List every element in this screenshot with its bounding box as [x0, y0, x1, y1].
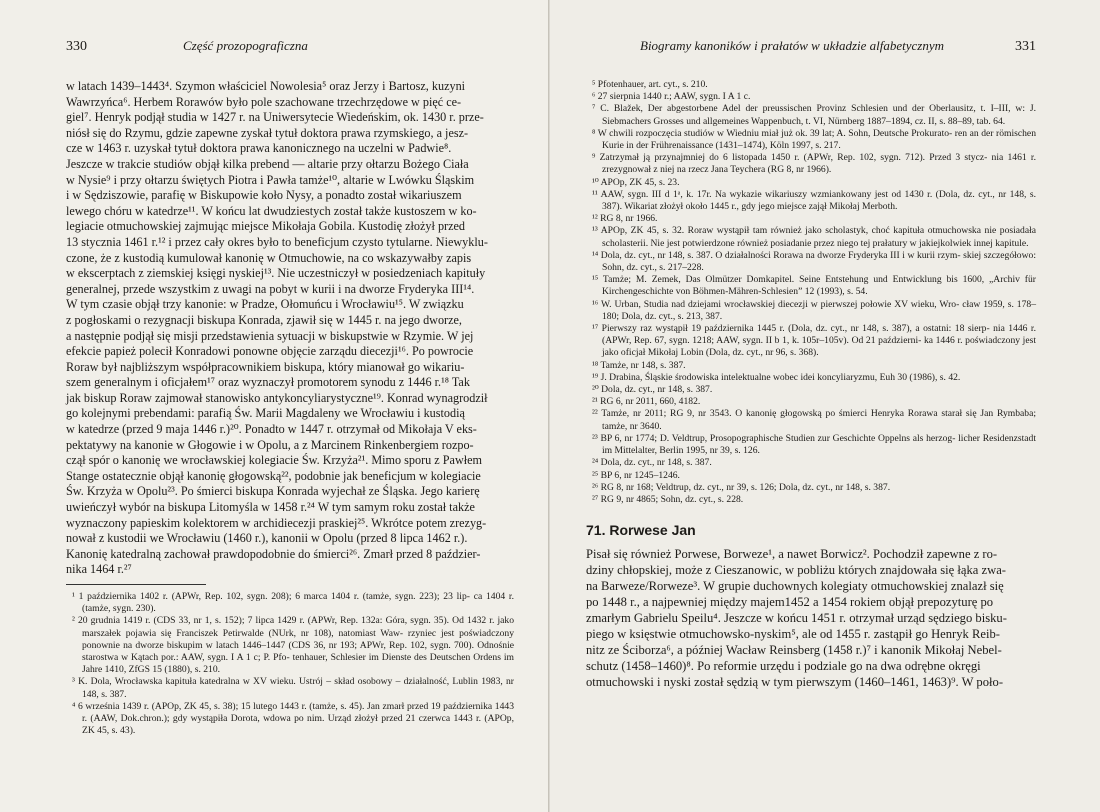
body-line: cze w 1463 r. uzyskał tytuł doktora prawa kanonicznego na uczelni w Padwie⁸.	[66, 141, 452, 156]
body-line: po 1448 r., a najpewniej między majem1452 a 1454 rokiem objął prepozyturę po	[586, 595, 994, 610]
body-line: piego w księstwie otmuchowsko-nyskim⁵, ale od 1455 r. zastąpił go Henryk Reib-	[586, 627, 1000, 642]
footnote: ²⁷ RG 9, nr 4865; Sohn, dz. cyt., s. 228.	[592, 493, 744, 505]
body-line: 13 stycznia 1461 r.¹² i przez cały okres było to beneficjum czysto tytularne. Niewyklu-	[66, 234, 488, 249]
body-line: uwieńczył wybór na biskupa Litomyśla w 1458 r.²⁴ W tym samym roku został także	[66, 500, 475, 515]
body-line: generalnej, przede wszystkim z uwagi na pobyt w kurii i na dworze Fryderyka III¹⁴.	[66, 281, 475, 296]
footnote: ²¹ RG 6, nr 2011, 660, 4182.	[592, 396, 701, 408]
footnote: ¹² RG 8, nr 1966.	[592, 213, 658, 225]
footnote: ²³ BP 6, nr 1774; D. Veldtrup, Prosopographische Studien zur Geschichte Oppelns als herzog- licher Residenzstadt im Mittelalter, Berlin 1995, nr 39, s. 126.	[592, 432, 1036, 457]
body-line: W tym czasie objął trzy kanonie: w Pradze, Ołomuńcu i Wrocławiu¹⁵. W związku	[66, 297, 464, 312]
footnote: ¹ 1 października 1402 r. (APWr, Rep. 102, sygn. 208); 6 marca 1404 r. (tamże, sygn. 223); 23 lip- ca 1404 r. (tamże, sygn. 230).	[72, 591, 514, 615]
footnote: ¹⁹ J. Drabina, Śląskie środowiska intelektualne wobec idei koncyliaryzmu, Euh 30 (1986), s. 42.	[592, 371, 961, 383]
footnote: ⁵ Pfotenhauer, art. cyt., s. 210.	[592, 79, 708, 90]
body-line: w ekscerptach z ziemskiej księgi nyskiej¹³. Nie uczestniczył w posiedzeniach kapituły	[66, 266, 486, 281]
right-running-header	[586, 38, 1036, 55]
body-line: wyznaczony papieskim kolektorem w archidiecezji praskiej²⁵. Wkrótce potem zrezyg-	[66, 515, 487, 530]
body-line: schutz (1458–1460)⁸. Po reformie urzędu i podziale go na dwa odrębne okręgi	[586, 659, 981, 674]
right-page-number: 331	[1015, 39, 1036, 54]
body-line: a następnie podjął się misji przedstawienia sytuacji w biskupstwie w Rzymie. W jej	[66, 328, 474, 343]
footnote: ¹⁶ W. Urban, Studia nad dziejami wrocławskiej diecezji w pierwszej połowie XV wieku, Wro- cław 1959, s. 178–180; Dola, dz. cyt., s. 213, 387.	[592, 298, 1036, 322]
footnote: ²² Tamże, nr 2011; RG 9, nr 3543. O kanonię głogowską po śmierci Henryka Rorawa starał się Jan Rymbaba; tamże, nr 3640.	[592, 408, 1036, 432]
body-line: na Barweze/Rorweze³. W grupie duchownych kolegiaty otmuchowskiej znalazł się	[586, 579, 1004, 594]
body-line: nował z kustodii we Wrocławiu (1460 r.), kanonii w Opolu (przed 8 lipca 1462 r.).	[66, 531, 468, 546]
footnote: ⁹ Zatrzymał ją przynajmniej do 6 listopada 1450 r. (APWr, Rep. 102, sygn. 712). Przed 3 stycz- nia 1461 r. zrezygnował z niej na rzecz Jana Teychera (RG 8, nr 1966).	[592, 152, 1036, 176]
left-page-number: 330	[66, 39, 87, 54]
body-line: Św. Krzyża w Opolu²³. Po śmierci biskupa Konrada wyjechał ze Śląska. Jego karierę	[66, 484, 480, 499]
body-line: z pogłoskami o rezygnacji biskupa Konrada, zjawił się w 1445 r. na jego dworze,	[66, 312, 462, 327]
body-line: w latach 1439–1443⁴. Szymon właściciel Nowolesia⁵ oraz Jerzy i Bartosz, kuzyni	[66, 79, 466, 93]
footnote: ⁶ 27 sierpnia 1440 r.; AAW, sygn. I A 1 c.	[592, 91, 751, 103]
footnote: ¹⁰ APOp, ZK 45, s. 23.	[592, 176, 680, 188]
footnote: ¹³ APOp, ZK 45, s. 32. Roraw wystąpił tam również jako scholastyk, choć kapituła otmuchowska nie posiadała scholasterii. Nie jest potwierdzone również posiadanie przez niego tej prałatury w jakiejkolwiek innej kapitule.	[592, 225, 1036, 249]
right-footnotes	[586, 79, 1036, 506]
body-line: czął spór o kanonię we wrocławskiej kolegiacie Św. Krzyża²¹. Mimo sporu z Pawłem	[66, 453, 483, 468]
body-line: zmarłym Gabrielu Speilu⁴. Jeszcze w końcu 1451 r. otrzymał urząd sędziego bisku-	[586, 611, 1007, 626]
body-line: Stange ostatecznie objął kanonię głogowską²², podobnie jak beneficjum w kolegiacie	[66, 468, 481, 483]
footnote: ² 20 grudnia 1419 r. (CDS 33, nr 1, s. 152); 7 lipca 1429 r. (APWr, Rep. 132a: Góra, sygn. 35). Od 1432 r. jako marszałek pojawia się Franciszek Petirwalde (NUrk, nr 108), natomiast Waw- rzyniec jest poświadczony ponownie na dworze biskupim w latach 1446–1447 (CDS 36, nr 193; APWr, Rep. 102, sygn. 700). Odnośnie starostwa w Kątach por.: AAW, sygn. I A 1 c; P. Pfo- tenhauer, Schlesier im Dienste des Deutschen Ordens im Jahre 1410, ZfGS 15 (1880), s. 210.	[72, 615, 514, 676]
body-line: w katedrze (przed 9 maja 1446 r.)²⁰. Ponadto w 1447 r. otrzymał od Mikołaja V eks-	[66, 422, 477, 437]
body-line: szem generalnym i oficjałem¹⁷ oraz wyznaczył promotorem synodu z 1446 r.¹⁸ Tak	[66, 375, 470, 390]
body-line: w Nysie⁹ i przy ołtarzu świętych Piotra i Pawła tamże¹⁰, altarie w Lwówku Śląskim	[66, 172, 475, 187]
footnote: ⁷ C. Blažek, Der abgestorbene Adel der preussischen Provinz Schlesien und der Oberlausitz, t. I–III, w: J. Siebmachers Grosses und allgemeines Wappenbuch, t. VI, Nürnberg 1887–1894, cz. II, s. 88–89, tab. 64.	[592, 103, 1036, 127]
footnote: ²⁴ Dola, dz. cyt., nr 148, s. 387.	[592, 457, 712, 469]
body-line: efekcie papież polecił Konradowi ponowne objęcie zarządu diecezji¹⁶. Po powrocie	[66, 344, 474, 359]
body-line: jak biskup Roraw zajmował stanowisko antykoncyliarystyczne¹⁹. Konrad wynagrodził	[66, 390, 488, 405]
body-line: giel⁷. Henryk podjął studia w 1427 r. na Uniwersytecie Wiedeńskim, ok. 1430 r. prze-	[66, 110, 484, 125]
body-line: Pisał się również Porwese, Borweze¹, a nawet Borwicz². Pochodził zapewne z ro-	[586, 547, 998, 562]
body-line: nika 1464 r.²⁷	[66, 562, 132, 577]
left-running-head: Część prozopograficzna	[183, 38, 308, 53]
body-line: Wawrzyńca⁶. Herbem Rorawów było pole szachowane trzechrzędowe w pięć ce-	[66, 94, 462, 109]
footnote: ³ K. Dola, Wrocławska kapituła katedralna w XV wieku. Ustrój – skład osobowy – działalność, Lublin 1983, nr 148, s. 387.	[72, 676, 514, 700]
left-running-header	[66, 38, 514, 55]
body-line: Jeszcze w trakcie studiów objął kilka prebend — altarie przy ołtarzu Bożego Ciała	[66, 156, 469, 171]
footnote: ¹⁷ Pierwszy raz wystąpił 19 października 1445 r. (Dola, dz. cyt., nr 148, s. 387), a ostatni: 18 sierp- nia 1446 r. (APWr, Rep. 67, sygn. 1218; AAW, sygn. II b 1, k. 105r–105v). Od 21 październi- ka 1446 r. poświadczony jest jako oficjał Mikołaj Lobin (Dola, dz. cyt., nr 96, s. 368).	[592, 323, 1036, 359]
body-line: czone, że z kustodią kumulował kanonię w Otmuchowie, na co wskazywałby zapis	[66, 250, 472, 265]
footnote: ¹⁴ Dola, dz. cyt., nr 148, s. 387. O działalności Rorawa na dworze Fryderyka III i w kurii rzym- skiej szczegółowo: Sohn, dz. cyt., s. 217–228.	[592, 249, 1036, 274]
footnote-rule	[66, 584, 206, 585]
left-footnotes	[66, 591, 514, 737]
body-line: pektatywy na kanonie w Głogowie i w Opolu, a z Marcinem Rinkenbergiem rozpo-	[66, 437, 474, 452]
footnote: ¹⁸ Tamże, nr 148, s. 387.	[592, 359, 686, 371]
footnote: ²⁵ BP 6, nr 1245–1246.	[592, 469, 680, 481]
body-line: go kolejnymi prebendami: parafią Św. Marii Magdaleny we Wrocławiu i kustodią	[66, 406, 465, 421]
body-line: legiacie otmuchowskiej zajmując miejsce Mikołaja Gobila. Kustodię złożył przed	[66, 219, 466, 234]
body-line: lewego chóru w katedrze¹¹. W końcu lat dwudziestych został także kustoszem w ko-	[66, 203, 477, 218]
body-line: nitz ze Ściborza⁶, a później Wacław Reinsberg (1458 r.)⁷ i kanonik Mikołaj Nebel-	[586, 643, 1002, 658]
body-line: Roraw był najbliższym współpracownikiem biskupa, który mianował go wikariu-	[66, 359, 465, 374]
section-heading: 71. Rorwese Jan	[586, 522, 696, 539]
footnote: ⁸ W chwili rozpoczęcia studiów w Wiedniu miał już ok. 39 lat; A. Sohn, Deutsche Prokurato- ren an der römischen Kurie in der Frührenaissance (1431–1474), Köln 1997, s. 217.	[592, 127, 1036, 152]
footnote: ²⁰ Dola, dz. cyt., nr 148, s. 387.	[592, 384, 713, 396]
footnote: ²⁶ RG 8, nr 168; Veldtrup, dz. cyt., nr 39, s. 126; Dola, dz. cyt., nr 148, s. 387.	[592, 481, 891, 493]
footnote: ¹¹ AAW, sygn. III d 1ᵃ, k. 17r. Na wykazie wikariuszy wzmiankowany jest od 1430 r. (Dola, dz. cyt., nr 148, s. 387). Wikariat złożył około 1445 r., gdy jego miejsce zajął Mikołaj Merboth.	[592, 188, 1036, 213]
right-body-text	[586, 546, 1036, 690]
right-page	[550, 0, 1100, 812]
footnote: ¹⁵ Tamże; M. Zemek, Das Olmützer Domkapitel. Seine Entstehung und Entwicklung bis 1600, „Archiv für Kirchengeschichte von Böhmen-Mähren-Schlesien” 12 (1993), s. 54.	[592, 274, 1036, 298]
footnote: ⁴ 6 września 1439 r. (APOp, ZK 45, s. 38); 15 lutego 1443 r. (tamże, s. 45). Jan zmarł przed 19 października 1443 r. (AAW, Dok.chron.); gdy wystąpiła Dorota, wdowa po nim. Urząd złożył przed 21 czerwca 1443 r. (APOp, ZK 45, s. 43).	[72, 700, 514, 737]
body-line: i w Sędziszowie, parafię w Biskupowie koło Nysy, a ponadto został wikariuszem	[66, 188, 462, 203]
right-running-head: Biogramy kanoników i prałatów w układzie alfabetycznym	[640, 38, 945, 53]
left-body-text	[66, 79, 514, 578]
body-line: Kanonię katedralną zachował prawdopodobnie do śmierci²⁶. Zmarł przed 8 paździer-	[66, 546, 481, 561]
body-line: niósł się do Rzymu, gdzie zapewne zyskał tytuł doktora prawa rzymskiego, a jesz-	[66, 125, 469, 140]
body-line: otmuchowski i nyski został sędzią w tym pierwszym (1460–1461, 1463)⁹. W poło-	[586, 675, 1004, 690]
body-line: dziny chłopskiej, może z Cieszanowic, w pobliżu których znajdowała się łąka zwa-	[586, 563, 1006, 578]
